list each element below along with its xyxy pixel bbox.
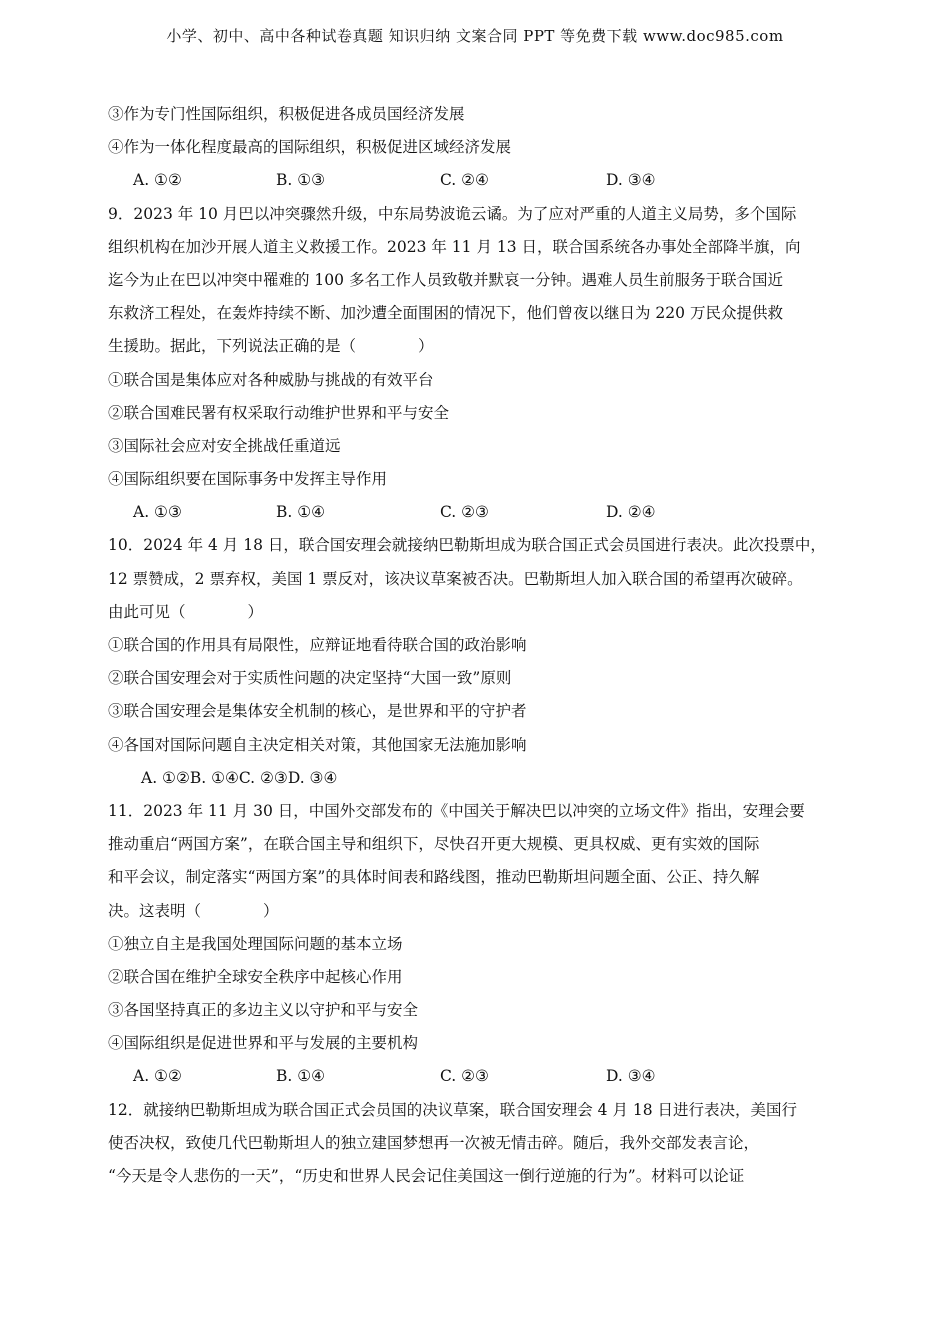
question-9 <box>108 198 853 530</box>
q11-option-b: B. ①④ <box>276 1067 326 1086</box>
q8-item-3: ③作为专门性国际组织，积极促进各成员国经济发展 <box>108 105 465 123</box>
q11-stem-line: 决。这表明（ ） <box>108 901 279 920</box>
q11-stem-line: 11．2023 年 11 月 30 日，中国外交部发布的《中国关于解决巴以冲突的立场文件》指出，安理会要 <box>108 801 805 820</box>
question-10 <box>108 529 853 795</box>
q9-option-c: C. ②③ <box>440 503 489 522</box>
q11-option-d: D. ③④ <box>606 1067 656 1086</box>
q8-item-4: ④作为一体化程度最高的国际组织，积极促进区域经济发展 <box>108 138 512 157</box>
q11-item-2: ②联合国在维护全球安全秩序中起核心作用 <box>108 967 403 986</box>
q11-item-4: ④国际组织是促进世界和平与发展的主要机构 <box>108 1034 419 1053</box>
question-12 <box>108 1094 853 1194</box>
q10-item-4: ④各国对国际问题自主决定相关对策，其他国家无法施加影响 <box>108 735 527 754</box>
q10-stem-line: 10．2024 年 4 月 18 日，联合国安理会就接纳巴勒斯坦成为联合国正式会员国进行表决。此次投票中， <box>108 536 826 555</box>
q10-item-1: ①联合国的作用具有局限性，应辩证地看待联合国的政治影响 <box>108 636 527 654</box>
q11-options <box>108 1060 853 1093</box>
q9-item-1: ①联合国是集体应对各种威胁与挑战的有效平台 <box>108 370 434 389</box>
q11-option-a: A. ①② <box>133 1067 182 1086</box>
q9-item-4: ④国际组织要在国际事务中发挥主导作用 <box>108 470 388 489</box>
q9-option-d: D. ②④ <box>606 503 656 522</box>
q9-item-3: ③国际社会应对安全挑战任重道远 <box>108 436 341 455</box>
q8-option-d: D. ③④ <box>606 171 656 190</box>
q11-stem-line: 和平会议，制定落实“两国方案”的具体时间表和路线图，推动巴勒斯坦问题全面、公正、持久解 <box>108 868 760 887</box>
q10-stem-line: 12 票赞成，2 票弃权，美国 1 票反对，该决议草案被否决。巴勒斯坦人加入联合国的希望再次破碎。 <box>108 569 803 588</box>
q10-item-2: ②联合国安理会对于实质性问题的决定坚持“大国一致”原则 <box>108 669 512 688</box>
document-body <box>108 98 853 1193</box>
q12-stem-line: 使否决权，致使几代巴勒斯坦人的独立建国梦想再一次被无情击碎。随后，我外交部发表言论， <box>108 1133 760 1152</box>
q8-option-c: C. ②④ <box>440 171 489 190</box>
q9-stem-line: 迄今为止在巴以冲突中罹难的 100 多名工作人员致敬并默哀一分钟。遇难人员生前服务于联合国近 <box>108 270 783 289</box>
q9-options <box>108 496 853 529</box>
q9-stem-line: 东救济工程处，在轰炸持续不断、加沙遭全面围困的情况下，他们曾夜以继日为 220 万民众提供救 <box>108 304 783 323</box>
q11-item-1: ①独立自主是我国处理国际问题的基本立场 <box>108 934 403 953</box>
q8-option-a: A. ①② <box>133 171 182 190</box>
q9-stem-line: 组织机构在加沙开展人道主义救援工作。2023 年 11 月 13 日，联合国系统各办事处全部降半旗，向 <box>108 237 801 256</box>
q11-stem-line: 推动重启“两国方案”，在联合国主导和组织下，尽快召开更大规模、更具权威、更有实效的国际 <box>108 835 760 854</box>
q8-option-b: B. ①③ <box>276 171 326 190</box>
q9-item-2: ②联合国难民署有权采取行动维护世界和平与安全 <box>108 403 450 422</box>
q10-stem-line: 由此可见（ ） <box>108 602 264 621</box>
q9-option-b: B. ①④ <box>276 503 326 522</box>
q11-option-c: C. ②③ <box>440 1067 489 1086</box>
q10-options: A. ①②B. ①④C. ②③D. ③④ <box>141 768 338 787</box>
question-8 <box>108 98 853 198</box>
q9-option-a: A. ①③ <box>133 503 182 522</box>
q9-stem-line: 9．2023 年 10 月巴以冲突骤然升级，中东局势波诡云谲。为了应对严重的人道主义局势，多个国际 <box>108 204 797 223</box>
q10-item-3: ③联合国安理会是集体安全机制的核心，是世界和平的守护者 <box>108 702 527 721</box>
q9-stem-line: 生援助。据此，下列说法正确的是（ ） <box>108 337 434 356</box>
page-header: 小学、初中、高中各种试卷真题 知识归纳 文案合同 PPT 等免费下载 www.doc985.com <box>166 27 784 45</box>
q12-stem-line: 12．就接纳巴勒斯坦成为联合国正式会员国的决议草案，联合国安理会 4 月 18 日进行表决，美国行 <box>108 1100 798 1119</box>
q8-options <box>108 164 853 197</box>
q12-stem-line: “今天是令人悲伤的一天”，“历史和世界人民会记住美国这一倒行逆施的行为”。材料可以论证 <box>108 1167 745 1185</box>
question-11 <box>108 795 853 1094</box>
q11-item-3: ③各国坚持真正的多边主义以守护和平与安全 <box>108 1001 419 1020</box>
